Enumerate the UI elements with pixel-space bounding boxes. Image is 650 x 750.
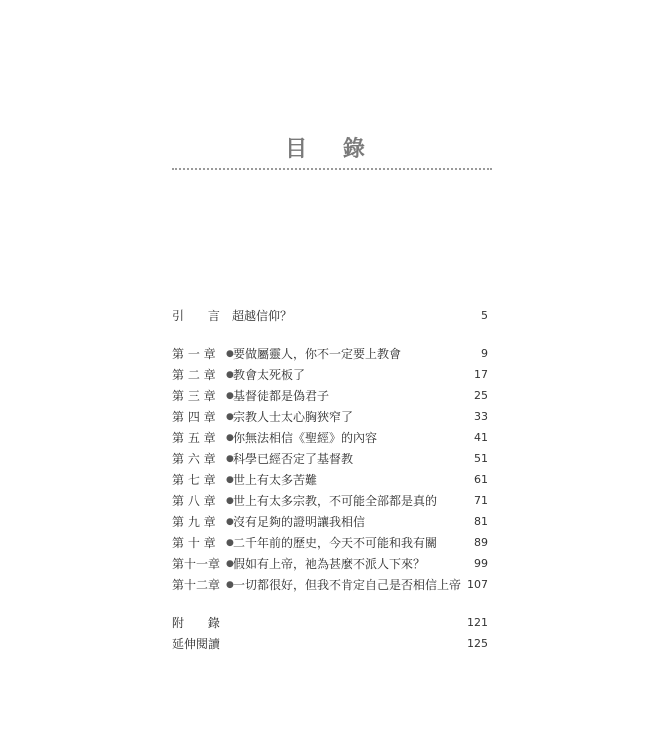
- chapter-label: 第 八 章: [172, 494, 216, 508]
- bullet-marker: ●: [226, 433, 234, 443]
- entry-label: 延伸閱讀: [172, 637, 221, 651]
- toc-entry-chapter[interactable]: [172, 365, 488, 385]
- page-number: 41: [474, 431, 488, 444]
- toc-entry-further-reading[interactable]: [172, 634, 488, 654]
- entry-title: 超越信仰？: [232, 309, 293, 323]
- page-number: 71: [474, 494, 488, 507]
- chapter-label: 第 十 章: [172, 536, 216, 550]
- bullet-marker: ●: [226, 391, 234, 401]
- toc-entry-chapter[interactable]: [172, 428, 488, 448]
- chapter-title: 世上有太多苦難: [233, 473, 318, 487]
- bullet-marker: ●: [226, 496, 234, 506]
- title-divider: [172, 168, 492, 170]
- bullet-marker: ●: [226, 454, 234, 464]
- page-number: 121: [467, 616, 488, 629]
- entry-label: 引 言: [172, 309, 230, 323]
- toc-entry-chapter[interactable]: [172, 344, 488, 364]
- page-number: 125: [467, 637, 488, 650]
- toc-entry-chapter[interactable]: [172, 491, 488, 511]
- chapter-title: 你無法相信《聖經》的內容: [233, 431, 378, 445]
- toc-entry-chapter[interactable]: [172, 470, 488, 490]
- entry-label: 附 錄: [172, 616, 230, 630]
- chapter-label: 第 九 章: [172, 515, 216, 529]
- chapter-title: 假如有上帝，祂為甚麼不派人下來？: [233, 557, 426, 571]
- page-number: 25: [474, 389, 488, 402]
- chapter-title: 科學已經否定了基督教: [233, 452, 354, 466]
- chapter-title: 要做屬靈人，你不一定要上教會: [233, 347, 402, 361]
- bullet-marker: ●: [226, 370, 234, 380]
- toc-entry-intro[interactable]: [172, 306, 488, 326]
- toc-entry-chapter[interactable]: [172, 575, 488, 595]
- page-number: 51: [474, 452, 488, 465]
- chapter-title: 二千年前的歷史，今天不可能和我有關: [233, 536, 438, 550]
- toc-entry-chapter[interactable]: [172, 407, 488, 427]
- chapter-label: 第十一章: [172, 557, 221, 571]
- bullet-marker: ●: [226, 580, 234, 590]
- chapter-label: 第 二 章: [172, 368, 216, 382]
- bullet-marker: ●: [226, 538, 234, 548]
- chapter-label: 第十二章: [172, 578, 221, 592]
- chapter-label: 第 七 章: [172, 473, 216, 487]
- page-number: 33: [474, 410, 488, 423]
- page-number: 61: [474, 473, 488, 486]
- chapter-title: 世上有太多宗教，不可能全部都是真的: [233, 494, 438, 508]
- chapter-title: 沒有足夠的證明讓我相信: [233, 515, 366, 529]
- bullet-marker: ●: [226, 412, 234, 422]
- toc-entry-chapter[interactable]: [172, 386, 488, 406]
- chapter-label: 第 六 章: [172, 452, 216, 466]
- toc-entry-appendix[interactable]: [172, 613, 488, 633]
- toc-entry-chapter[interactable]: [172, 449, 488, 469]
- chapter-label: 第 四 章: [172, 410, 216, 424]
- page-title: 目 錄: [285, 137, 379, 162]
- chapter-label: 第 三 章: [172, 389, 216, 403]
- chapter-label: 第 一 章: [172, 347, 216, 361]
- bullet-marker: ●: [226, 517, 234, 527]
- page-number: 5: [481, 309, 488, 322]
- bullet-marker: ●: [226, 349, 234, 359]
- toc-entry-chapter[interactable]: [172, 533, 488, 553]
- bullet-marker: ●: [226, 475, 234, 485]
- page-number: 9: [481, 347, 488, 360]
- page-number: 17: [474, 368, 488, 381]
- page-number: 81: [474, 515, 488, 528]
- chapter-label: 第 五 章: [172, 431, 216, 445]
- chapter-title: 一切都很好，但我不肯定自己是否相信上帝: [233, 578, 462, 592]
- toc-entry-chapter[interactable]: [172, 512, 488, 532]
- page-number: 107: [467, 578, 488, 591]
- page-number: 99: [474, 557, 488, 570]
- toc-entry-chapter[interactable]: [172, 554, 488, 574]
- page-number: 89: [474, 536, 488, 549]
- bullet-marker: ●: [226, 559, 234, 569]
- chapter-title: 宗教人士太心胸狹窄了: [233, 410, 354, 424]
- chapter-title: 基督徒都是偽君子: [233, 389, 330, 403]
- chapter-title: 教會太死板了: [233, 368, 306, 382]
